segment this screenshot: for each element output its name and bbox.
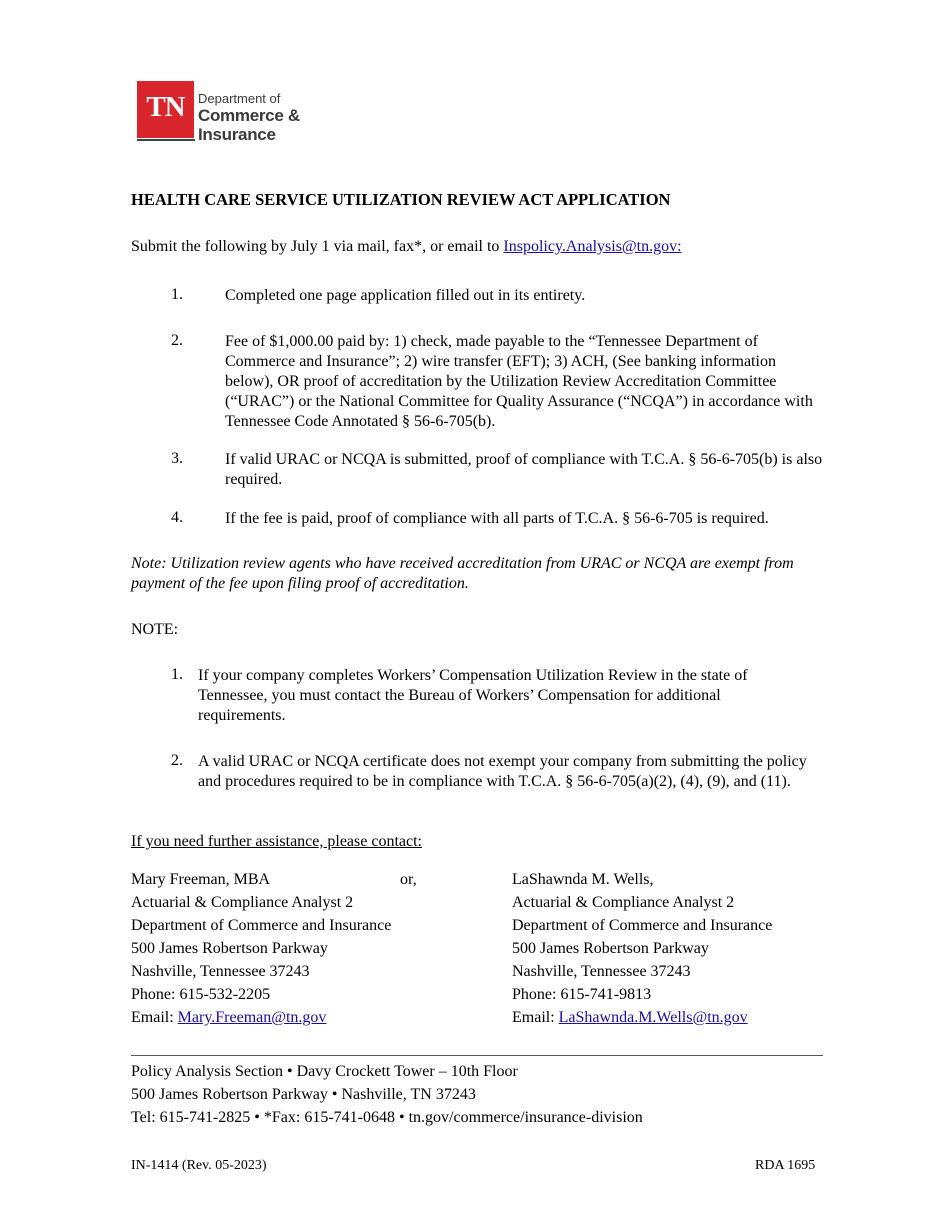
footer — [131, 1060, 643, 1129]
requirement-2-number: 2. — [171, 332, 183, 349]
contact-2-city: Nashville, Tennessee 37243 — [512, 963, 691, 980]
contact-1-email-label: Email: — [131, 1009, 178, 1026]
intro-label: Submit the following by July 1 via mail, fax*, or email to — [131, 238, 504, 255]
contact-card-2 — [512, 868, 772, 1029]
logo-line-1: Department of — [198, 91, 281, 106]
note-label: NOTE: — [131, 621, 179, 638]
contact-card-1 — [131, 868, 391, 1029]
tn-logo-badge — [137, 81, 194, 138]
intro-text — [131, 238, 682, 256]
requirement-2-text: Fee of $1,000.00 paid by: 1) check, made payable to the “Tennessee Department of Commerce and Insurance”; 2) wire transfer (EFT); 3) ACH, (See banking information below), OR proof of accreditation by the Utilization Review Accreditation Committee (“URAC”) or the National Committee for Quality Assurance (“NCQA”) in accordance with Tennessee Code Annotated § 56-6-705(b). — [225, 333, 813, 430]
logo-underline — [137, 139, 195, 141]
requirement-1-number: 1. — [171, 286, 183, 303]
contact-1-email-row — [131, 1006, 391, 1029]
contact-2-email-label: Email: — [512, 1009, 559, 1026]
or-text: or, — [400, 871, 417, 888]
contact-2-dept: Department of Commerce and Insurance — [512, 917, 773, 934]
contact-2-title: Actuarial & Compliance Analyst 2 — [512, 894, 735, 911]
contact-1-street: 500 James Robertson Parkway — [131, 940, 328, 957]
footer-line-3: Tel: 615-741-2825 • *Fax: 615-741-0648 • tn.gov/commerce/insurance-division — [131, 1109, 643, 1126]
contact-2-street: 500 James Robertson Parkway — [512, 940, 709, 957]
logo-line-3: Insurance — [198, 125, 276, 144]
assistance-heading: If you need further assistance, please contact: — [131, 833, 422, 850]
footer-divider — [131, 1055, 823, 1056]
contact-2-email-row — [512, 1006, 772, 1029]
rda-number: RDA 1695 — [755, 1158, 816, 1173]
requirement-4-text: If the fee is paid, proof of compliance with all parts of T.C.A. § 56-6-705 is required. — [225, 510, 769, 527]
submission-email-link[interactable]: Inspolicy.Analysis@tn.gov: — [503, 238, 682, 255]
contact-1-phone: Phone: 615-532-2205 — [131, 986, 271, 1003]
logo-line-2: Commerce & — [198, 106, 300, 125]
contact-1-city: Nashville, Tennessee 37243 — [131, 963, 310, 980]
requirement-3-text: If valid URAC or NCQA is submitted, proof of compliance with T.C.A. § 56-6-705(b) is also required. — [225, 451, 823, 488]
requirement-1-text: Completed one page application filled out in its entirety. — [225, 287, 586, 304]
note-2-text: A valid URAC or NCQA certificate does not exempt your company from submitting the policy and procedures required to be in compliance with T.C.A. § 56-6-705(a)(2), (4), (9), and (11). — [198, 753, 807, 790]
contact-1-title: Actuarial & Compliance Analyst 2 — [131, 894, 354, 911]
contact-1-dept: Department of Commerce and Insurance — [131, 917, 392, 934]
contact-2-email-link[interactable]: LaShawnda.M.Wells@tn.gov — [558, 1009, 748, 1026]
contact-2-phone: Phone: 615-741-9813 — [512, 986, 652, 1003]
note-1-number: 1. — [171, 666, 183, 683]
accreditation-note: Note: Utilization review agents who have received accreditation from URAC or NCQA are exempt from payment of the fee upon filing proof of accreditation. — [131, 555, 794, 592]
note-1-text: If your company completes Workers’ Compensation Utilization Review in the state of Tennessee, you must contact the Bureau of Workers’ Compensation for additional requirements. — [198, 667, 748, 724]
contact-1-email-link[interactable]: Mary.Freeman@tn.gov — [177, 1009, 327, 1026]
page-title: HEALTH CARE SERVICE UTILIZATION REVIEW ACT APPLICATION — [131, 190, 671, 209]
contact-2-name: LaShawnda M. Wells, — [512, 871, 654, 888]
logo-badge-text: TN — [146, 91, 185, 123]
requirement-4-number: 4. — [171, 509, 183, 526]
logo-text — [198, 92, 300, 144]
form-number: IN-1414 (Rev. 05-2023) — [131, 1158, 267, 1173]
footer-line-2: 500 James Robertson Parkway • Nashville, TN 37243 — [131, 1086, 476, 1103]
note-2-number: 2. — [171, 752, 183, 769]
requirement-3-number: 3. — [171, 450, 183, 467]
contact-1-name: Mary Freeman, MBA — [131, 871, 271, 888]
footer-line-1: Policy Analysis Section • Davy Crockett Tower – 10th Floor — [131, 1063, 518, 1080]
